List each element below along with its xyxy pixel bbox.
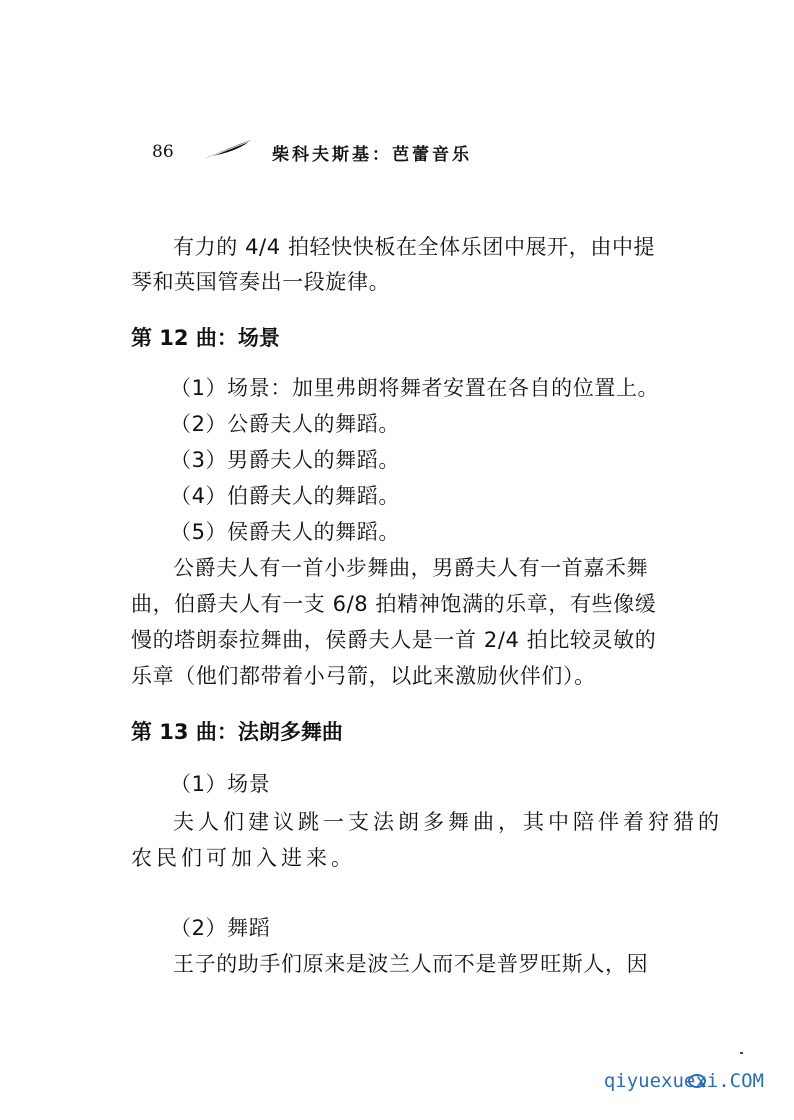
section-heading-12: 第 12 曲：场景 [131,326,280,350]
watermark-text: qiyuexuexi.COM [603,1070,764,1092]
book-title: 柴科夫斯基：芭蕾音乐 [272,145,472,165]
scan-speck [740,1052,743,1054]
paragraph-line: 曲，伯爵夫人有一支 6/8 拍精神饱满的乐章，有些像缓 [131,592,657,616]
list-item: （5）侯爵夫人的舞蹈。 [170,520,400,544]
paragraph-line: 琴和英国管奏出一段旋律。 [131,270,391,294]
list-item: （4）伯爵夫人的舞蹈。 [170,484,400,508]
quill-pen-icon [203,138,253,160]
list-item: （2）公爵夫人的舞蹈。 [170,412,400,436]
paragraph-line: 王子的助手们原来是波兰人而不是普罗旺斯人，因 [173,952,649,976]
paragraph-line: 慢的塔朗泰拉舞曲，侯爵夫人是一首 2/4 拍比较灵敏的 [131,628,657,652]
paragraph-line: 乐章（他们都带着小弓箭，以此来激励伙伴们）。 [131,664,596,688]
list-item: （1）场景：加里弗朗将舞者安置在各自的位置上。 [170,376,660,400]
paragraph-line: 有力的 4/4 拍轻快快板在全体乐团中展开，由中提 [173,235,656,259]
paragraph-line: 公爵夫人有一首小步舞曲，男爵夫人有一首嘉禾舞 [173,556,649,580]
list-item: （3）男爵夫人的舞蹈。 [170,448,400,472]
list-item: （2）舞蹈 [170,916,271,940]
list-item: （1）场景 [170,772,271,796]
paragraph-line: 夫人们建议跳一支法朗多舞曲，其中陪伴着狩猎的 [173,810,723,834]
paragraph-line: 农民们可加入进来。 [131,846,356,870]
section-heading-13: 第 13 曲：法朗多舞曲 [131,720,343,744]
page-number: 86 [152,142,174,162]
